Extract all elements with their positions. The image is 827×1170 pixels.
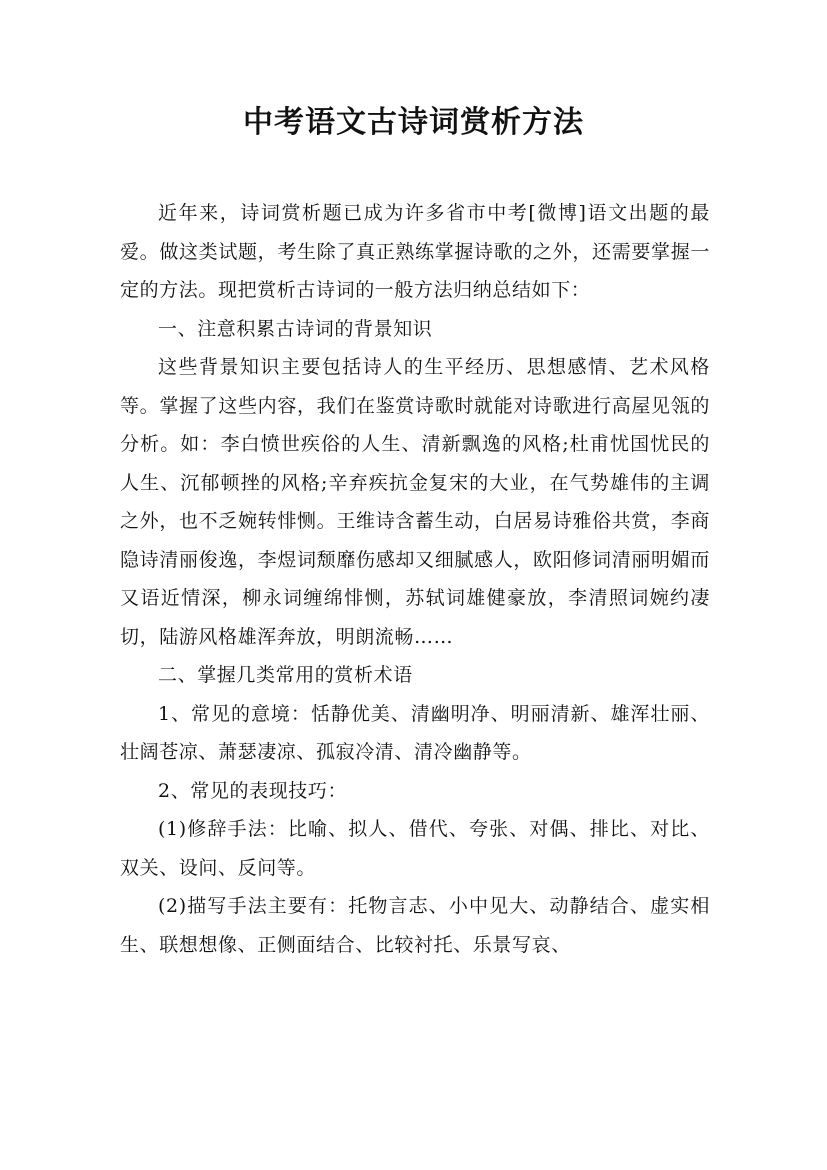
rhetoric-paragraph: (1)修辞手法：比喻、拟人、借代、夸张、对偶、排比、对比、双关、设问、反问等。 (120, 818, 710, 879)
artistic-conception-paragraph: 1、常见的意境：恬静优美、清幽明净、明丽清新、雄浑壮丽、壮阔苍凉、萧瑟凄凉、孤寂冷清、清冷幽静等。 (120, 702, 710, 763)
techniques-heading: 2、常见的表现技巧： (158, 779, 348, 802)
intro-paragraph: 近年来，诗词赏析题已成为许多省市中考[微博]语文出题的最爱。做这类试题，考生除了真正熟练掌握诗歌的之外，还需要掌握一定的方法。现把赏析古诗词的一般方法归纳总结如下： (120, 202, 710, 301)
document-title: 中考语文古诗词赏析方法 (243, 105, 584, 140)
background-paragraph: 这些背景知识主要包括诗人的生平经历、思想感情、艺术风格等。掌握了这些内容，我们在鉴赏诗歌时就能对诗歌进行高屋见瓴的分析。如：李白愤世疾俗的人生、清新飘逸的风格;杜甫忧国忧民的人生、沉郁顿挫的风格;辛弃疾抗金复宋的大业，在气势雄伟的主调之外，也不乏婉转悱恻。王维诗含蓄生动，白居易诗雅俗共赏，李商隐诗清丽俊逸，李煜词颓靡伤感却又细腻感人，欧阳修词清丽明媚而又语近情深，柳永词缠绵悱恻，苏轼词雄健豪放，李清照词婉约凄切，陆游风格雄浑奔放，明朗流畅…… (120, 356, 710, 648)
document-body (120, 194, 710, 964)
description-techniques-paragraph: (2)描写手法主要有：托物言志、小中见大、动静结合、虚实相生、联想想像、正侧面结合、比较衬托、乐景写哀、 (120, 895, 710, 956)
section-heading-background: 一、注意积累古诗词的背景知识 (158, 317, 433, 340)
section-heading-terms: 二、掌握几类常用的赏析术语 (158, 664, 413, 686)
